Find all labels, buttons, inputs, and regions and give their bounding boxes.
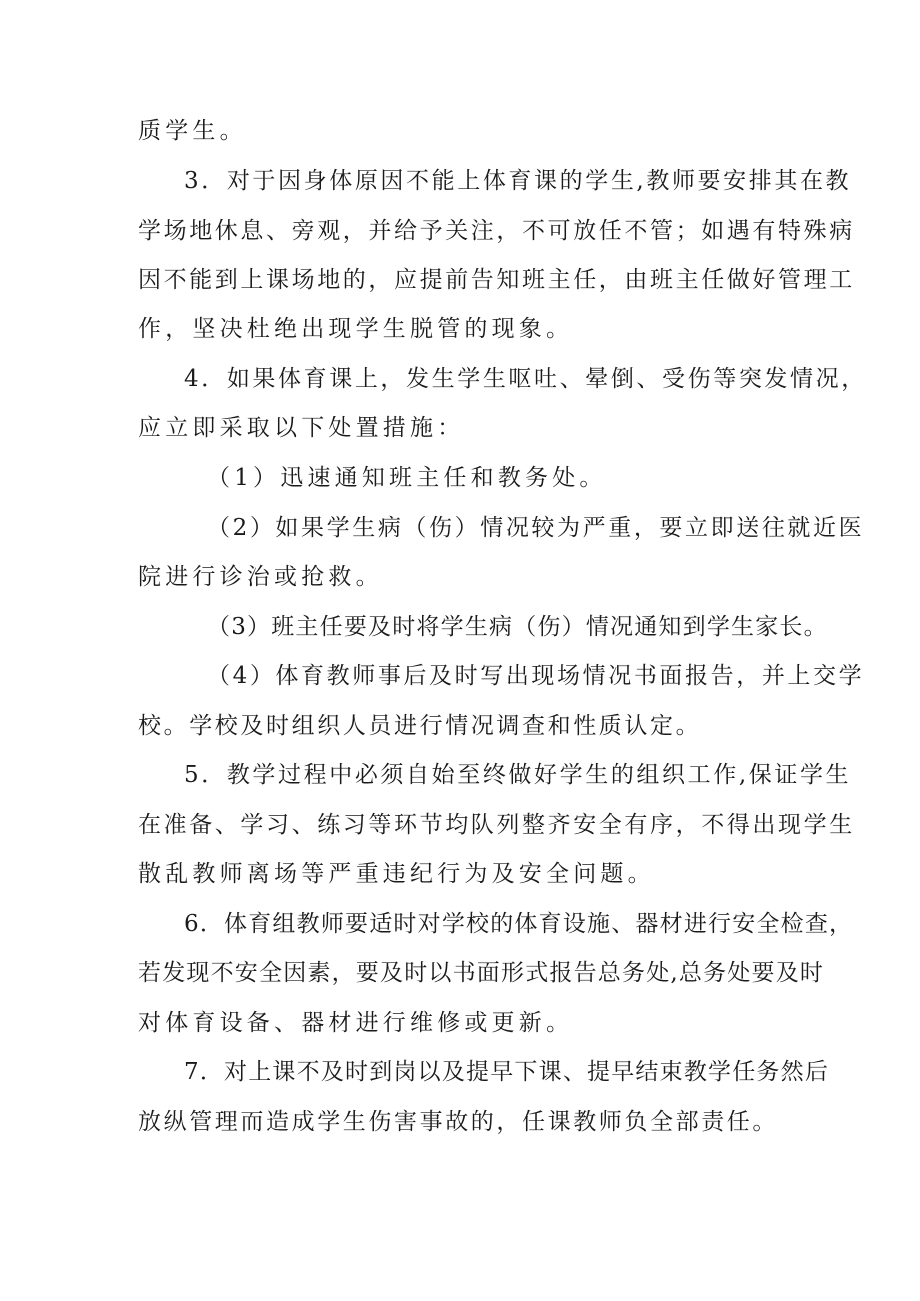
- text-line: 放纵管理而造成学生伤害事故的，任课教师负全部责任。: [138, 1109, 778, 1135]
- text-line: 若发现不安全因素，要及时以书面形式报告总务处,总务处要及时: [138, 960, 825, 986]
- text-line: 作，坚决杜绝出现学生脱管的现象。: [138, 316, 574, 342]
- text-line: 6．体育组教师要适时对学校的体育设施、器材进行安全检查，: [184, 911, 854, 937]
- text-line: （2）如果学生病（伤）情况较为严重，要立即送往就近医: [207, 515, 865, 541]
- text-line: （1）迅速通知班主任和教务处。: [207, 465, 607, 491]
- text-line: （4）体育教师事后及时写出现场情况书面报告，并上交学: [207, 663, 865, 689]
- text-line: 院进行诊治或抢救。: [138, 564, 383, 590]
- text-line: 3．对于因身体原因不能上体育课的学生,教师要安排其在教: [184, 168, 852, 194]
- text-line: 学场地休息、旁观，并给予关注，不可放任不管；如遇有特殊病: [138, 218, 855, 244]
- text-line: 散乱教师离场等严重违纪行为及安全问题。: [138, 861, 655, 887]
- text-line: 校。学校及时组织人员进行情况调查和性质认定。: [138, 713, 702, 739]
- text-line: 7．对上课不及时到岗以及提早下课、提早结束教学任务然后: [184, 1059, 830, 1085]
- text-line: 4．如果体育课上，发生学生呕吐、晕倒、受伤等突发情况，: [184, 366, 867, 392]
- text-line: 因不能到上课场地的，应提前告知班主任，由班主任做好管理工: [138, 267, 855, 293]
- text-line: 对体育设备、器材进行维修或更新。: [138, 1010, 574, 1036]
- text-line: 质学生。: [138, 118, 247, 144]
- text-line: 应立即采取以下处置措施：: [138, 415, 465, 441]
- text-line: 在准备、学习、练习等环节均队列整齐安全有序，不得出现学生: [138, 812, 855, 838]
- text-line: （3）班主任要及时将学生病（伤）情况通知到学生家长。: [207, 614, 828, 640]
- text-line: 5．教学过程中必须自始至终做好学生的组织工作,保证学生: [184, 762, 852, 788]
